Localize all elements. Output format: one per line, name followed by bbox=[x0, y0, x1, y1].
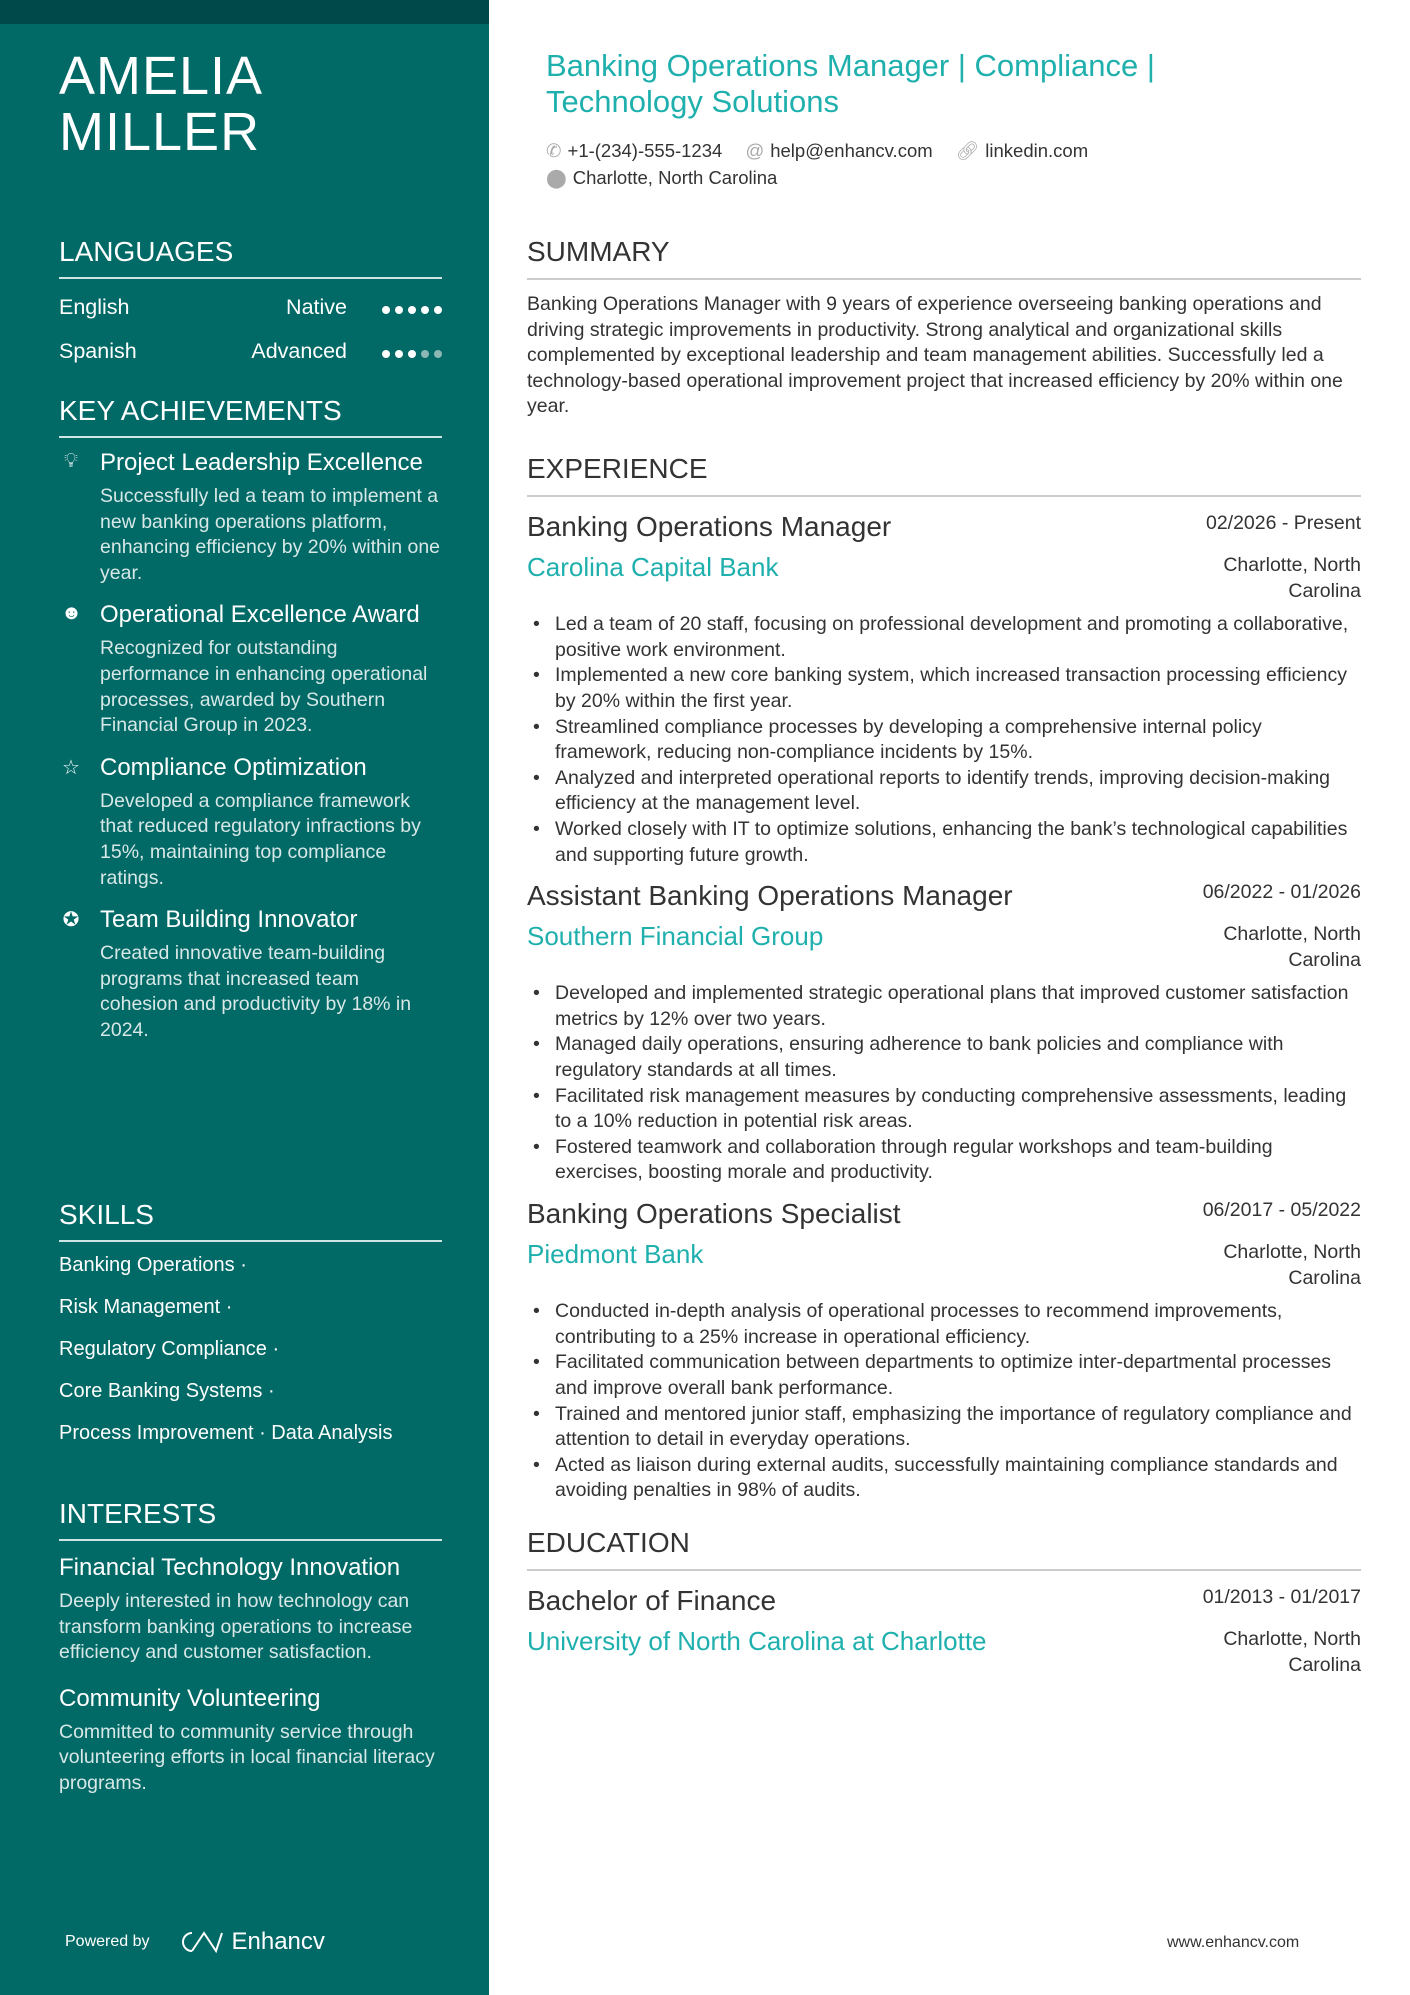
interest-item bbox=[59, 1553, 442, 1666]
achievement-title: Operational Excellence Award bbox=[100, 601, 420, 629]
linkedin[interactable] bbox=[956, 140, 1088, 161]
job-title: Assistant Banking Operations Manager bbox=[527, 880, 1013, 912]
education-location: Charlotte, North Carolina bbox=[1223, 1627, 1361, 1676]
language-name: Spanish bbox=[59, 338, 137, 363]
achievements-heading: KEY ACHIEVEMENTS bbox=[59, 394, 442, 438]
achievement-item bbox=[59, 448, 442, 586]
medal-icon: ✪ bbox=[62, 909, 80, 932]
school-name: University of North Carolina at Charlotte bbox=[527, 1625, 987, 1656]
job-company-row bbox=[527, 1232, 1361, 1291]
job-title: Banking Operations Manager bbox=[527, 510, 892, 542]
powered-by bbox=[65, 1928, 325, 1956]
proficiency-dot bbox=[434, 306, 442, 314]
contact-info bbox=[546, 137, 1106, 191]
degree: Bachelor of Finance bbox=[527, 1584, 777, 1616]
interests-heading: INTERESTS bbox=[59, 1497, 442, 1541]
summary-text: Banking Operations Manager with 9 years of experience overseeing banking operations and driving strategic improvements in productivity. Strong analytical and organizational skills complemented by exceptional leadership and team management abilities. Successfully led a technology-based operational improvement project that increased efficiency by 20% within one year. bbox=[527, 293, 1343, 418]
skills-section bbox=[59, 1198, 442, 1454]
job-bullet: • Facilitated risk management measures by conducting comprehensive assessments, leading to a 10% reduction in potential risk areas. bbox=[527, 1084, 1361, 1135]
proficiency-dot bbox=[395, 350, 403, 358]
location-pin-icon: ⬤ bbox=[546, 167, 567, 188]
proficiency-dot bbox=[408, 306, 416, 314]
job-bullet: • Analyzed and interpreted operational reports to identify trends, improving decision-making efficiency at the management level. bbox=[527, 766, 1361, 817]
phone[interactable] bbox=[546, 140, 722, 161]
skill-item: Regulatory Compliance · bbox=[59, 1338, 280, 1360]
achievement-item bbox=[59, 753, 442, 891]
location-text: Charlotte, North Carolina bbox=[572, 167, 778, 188]
education-school-row bbox=[527, 1619, 1361, 1678]
linkedin-text: linkedin.com bbox=[985, 140, 1089, 161]
achievements-section bbox=[59, 394, 442, 1058]
job-bullets bbox=[527, 612, 1361, 868]
achievement-title: Project Leadership Excellence bbox=[100, 449, 423, 476]
proficiency-dot bbox=[434, 350, 442, 358]
achievement-desc: Created innovative team-building programs that increased team cohesion and productivity by 18% in 2024. bbox=[100, 942, 412, 1041]
job-entry bbox=[527, 1196, 1361, 1504]
job-company-row bbox=[527, 914, 1361, 973]
phone-icon: ✆ bbox=[546, 140, 562, 161]
job-bullet: • Acted as liaison during external audits, successfully maintaining compliance standards and avoiding penalties in 98% of audits. bbox=[527, 1453, 1361, 1504]
email[interactable] bbox=[745, 140, 932, 161]
language-level: Advanced bbox=[251, 338, 347, 363]
enhancv-logo[interactable] bbox=[178, 1928, 325, 1956]
job-company-row bbox=[527, 545, 1361, 604]
job-bullet: • Facilitated communication between departments to optimize inter-departmental processes and improve overall bank performance. bbox=[527, 1350, 1361, 1401]
candidate-name bbox=[59, 48, 442, 160]
achievement-item bbox=[59, 600, 442, 738]
skill-item: Process Improvement · Data Analysis bbox=[59, 1422, 393, 1444]
head-icon: ☻ bbox=[61, 602, 83, 625]
achievement-item bbox=[59, 905, 442, 1043]
job-dates: 06/2022 - 01/2026 bbox=[1202, 881, 1361, 904]
language-name: English bbox=[59, 294, 130, 319]
languages-section bbox=[59, 235, 442, 373]
job-bullet: • Conducted in-depth analysis of operational processes to recommend improvements, contributing to a 25% increase in operational efficiency. bbox=[527, 1299, 1361, 1350]
achievement-desc: Recognized for outstanding performance in enhancing operational processes, awarded by Southern Financial Group in 2023. bbox=[100, 637, 428, 737]
job-bullet: • Trained and mentored junior staff, emphasizing the importance of regulatory compliance and attention to detail in everyday operations. bbox=[527, 1402, 1361, 1453]
job-bullets bbox=[527, 981, 1361, 1186]
sidebar bbox=[0, 0, 489, 1995]
main-content bbox=[527, 235, 1361, 1688]
proficiency-dot bbox=[421, 350, 429, 358]
education-header bbox=[527, 1583, 1361, 1619]
interest-title: Financial Technology Innovation bbox=[59, 1554, 401, 1581]
job-location: Charlotte, North Carolina bbox=[1223, 553, 1361, 602]
company-name: Carolina Capital Bank bbox=[527, 551, 779, 582]
job-entry bbox=[527, 509, 1361, 868]
powered-by-label: Powered by bbox=[65, 1933, 150, 1950]
link-icon: 🔗︎ bbox=[955, 140, 980, 161]
company-name: Southern Financial Group bbox=[527, 921, 824, 952]
proficiency-dot bbox=[408, 350, 416, 358]
location bbox=[546, 164, 1106, 191]
job-bullet: • Developed and implemented strategic operational plans that improved customer satisfaction metrics by 12% over two years. bbox=[527, 981, 1361, 1032]
job-entry bbox=[527, 878, 1361, 1186]
job-bullets bbox=[527, 1299, 1361, 1504]
star-icon: ☆ bbox=[62, 756, 80, 779]
job-location: Charlotte, North Carolina bbox=[1223, 1241, 1361, 1289]
proficiency-dot bbox=[382, 306, 390, 314]
education-heading: EDUCATION bbox=[527, 1526, 1361, 1571]
top-band bbox=[0, 0, 489, 24]
at-icon: @ bbox=[745, 140, 765, 161]
education-entry bbox=[527, 1583, 1361, 1678]
experience-heading: EXPERIENCE bbox=[527, 452, 1361, 497]
job-header bbox=[527, 509, 1361, 545]
job-location: Charlotte, North Carolina bbox=[1223, 923, 1361, 971]
job-bullet: • Streamlined compliance processes by developing a comprehensive internal policy framework, reducing non-compliance incidents by 15%. bbox=[527, 715, 1361, 766]
skills-heading: SKILLS bbox=[59, 1198, 442, 1242]
job-header bbox=[527, 878, 1361, 914]
interests-section bbox=[59, 1497, 442, 1815]
achievement-desc: Developed a compliance framework that reduced regulatory infractions by 15%, maintaining top compliance ratings. bbox=[100, 789, 421, 889]
first-name: AMELIA bbox=[59, 46, 264, 106]
proficiency-dots bbox=[377, 339, 442, 364]
languages-heading: LANGUAGES bbox=[59, 235, 442, 279]
company-name: Piedmont Bank bbox=[527, 1239, 704, 1270]
achievement-title: Compliance Optimization bbox=[100, 753, 367, 781]
interest-item bbox=[59, 1684, 442, 1797]
proficiency-dot bbox=[421, 306, 429, 314]
job-bullet: • Managed daily operations, ensuring adherence to bank policies and compliance with regulatory standards at all times. bbox=[527, 1032, 1361, 1083]
headline: Banking Operations Manager | Compliance | Technology Solutions bbox=[546, 48, 1155, 119]
lightbulb-icon: 💡︎ bbox=[64, 450, 78, 472]
job-bullet: • Fostered teamwork and collaboration through regular workshops and team-building exercises, boosting morale and productivity. bbox=[527, 1135, 1361, 1186]
interest-desc: Deeply interested in how technology can transform banking operations to increase efficiency and customer satisfaction. bbox=[59, 1590, 413, 1664]
interest-title: Community Volunteering bbox=[59, 1684, 321, 1712]
skill-item: Banking Operations · bbox=[59, 1254, 247, 1276]
language-row bbox=[59, 329, 442, 373]
phone-text: +1-(234)-555-1234 bbox=[567, 140, 723, 161]
enhancv-logo-icon bbox=[178, 1929, 224, 1955]
skill-item: Core Banking Systems · bbox=[59, 1380, 275, 1402]
job-title: Banking Operations Specialist bbox=[527, 1198, 901, 1230]
education-dates: 01/2013 - 01/2017 bbox=[1202, 1585, 1361, 1608]
job-dates: 06/2017 - 05/2022 bbox=[1202, 1199, 1361, 1222]
email-text: help@enhancv.com bbox=[770, 140, 933, 161]
brand-name: Enhancv bbox=[231, 1928, 325, 1955]
job-dates: 02/2026 - Present bbox=[1205, 511, 1361, 534]
job-bullet: • Led a team of 20 staff, focusing on professional development and promoting a collaborative, positive work environment. bbox=[527, 612, 1361, 663]
proficiency-dots bbox=[377, 295, 442, 320]
language-row bbox=[59, 285, 442, 329]
language-level: Native bbox=[286, 294, 347, 319]
summary-heading: SUMMARY bbox=[527, 235, 1361, 280]
job-header bbox=[527, 1196, 1361, 1232]
last-name: MILLER bbox=[59, 102, 261, 162]
achievement-desc: Successfully led a team to implement a new banking operations platform, enhancing efficiency by 20% within one year. bbox=[100, 485, 441, 584]
job-bullet: • Worked closely with IT to optimize solutions, enhancing the bank’s technological capabilities and supporting future growth. bbox=[527, 817, 1361, 868]
proficiency-dot bbox=[395, 306, 403, 314]
interest-desc: Committed to community service through volunteering efforts in local financial literacy programs. bbox=[59, 1720, 435, 1794]
website-link[interactable]: www.enhancv.com bbox=[1167, 1934, 1300, 1951]
skill-item: Risk Management · bbox=[59, 1296, 233, 1318]
achievement-title: Team Building Innovator bbox=[100, 906, 358, 934]
proficiency-dot bbox=[382, 350, 390, 358]
job-bullet: • Implemented a new core banking system, which increased transaction processing efficiency by 20% within the first year. bbox=[527, 663, 1361, 714]
